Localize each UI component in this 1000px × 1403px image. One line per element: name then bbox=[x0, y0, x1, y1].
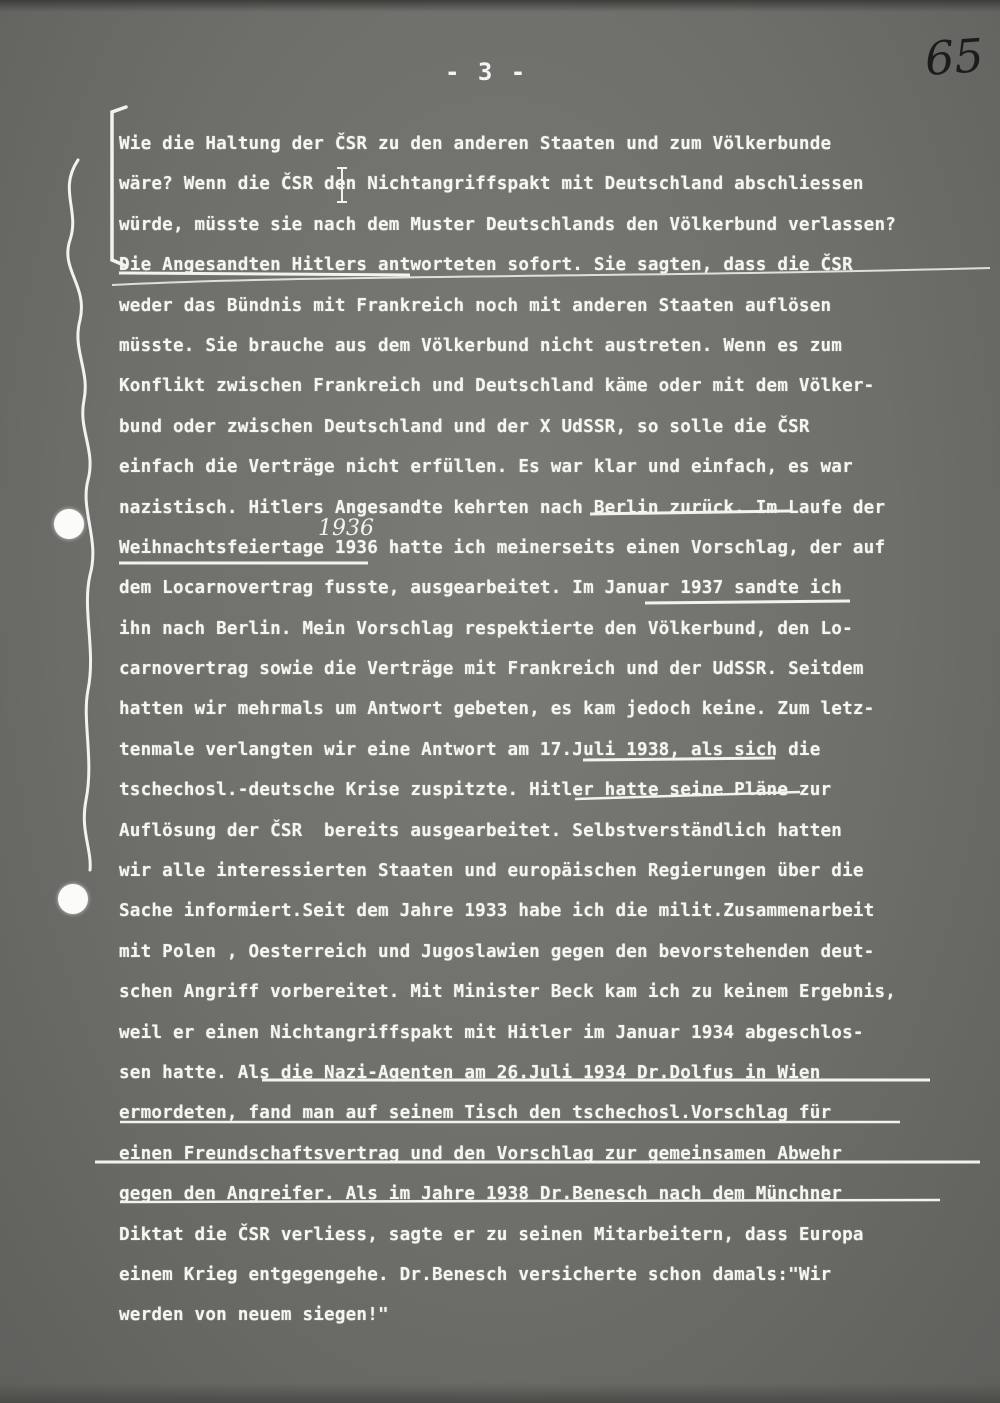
text-line: weder das Bündnis mit Frankreich noch mit anderen Staaten auflösen bbox=[119, 295, 832, 316]
text-line: Wie die Haltung der ČSR zu den anderen Staaten und zum Völkerbunde bbox=[119, 134, 832, 154]
text-line: Auflösung der ČSR bereits ausgearbeitet. Selbstverständlich hatten bbox=[119, 820, 843, 841]
text-line: schen Angriff vorbereitet. Mit Minister Beck kam ich zu keinem Ergebnis, bbox=[119, 982, 897, 1003]
text-line: hatten wir mehrmals um Antwort gebeten, es kam jedoch keine. Zum letz- bbox=[119, 699, 875, 720]
text-line: ihn nach Berlin. Mein Vorschlag respektierte den Völkerbund, den Lo- bbox=[119, 618, 853, 639]
page-number: - 3 - bbox=[445, 58, 528, 86]
punch-hole bbox=[58, 884, 88, 914]
text-line: Sache informiert.Seit dem Jahre 1933 habe ich die milit.Zusammenarbeit bbox=[119, 901, 875, 922]
text-line: werden von neuem siegen!" bbox=[119, 1305, 389, 1326]
text-line: wir alle interessierten Staaten und europäischen Regierungen über die bbox=[119, 861, 864, 882]
text-line: würde, müsste sie nach dem Muster Deutschlands den Völkerbund verlassen? bbox=[119, 214, 897, 235]
text-line: Konflikt zwischen Frankreich und Deutschland käme oder mit dem Völker- bbox=[119, 376, 875, 397]
scan-edge-bottom bbox=[0, 1383, 1000, 1403]
text-line: mit Polen , Oesterreich und Jugoslawien gegen den bevorstehenden deut- bbox=[119, 941, 875, 962]
scan-edge-top bbox=[0, 0, 1000, 12]
text-line: tschechosl.-deutsche Krise zuspitzte. Hitler hatte seine Pläne zur bbox=[119, 780, 832, 801]
handwritten-year: 1936 bbox=[318, 516, 374, 541]
text-line: wäre? Wenn die ČSR den Nichtangriffspakt mit Deutschland abschliessen bbox=[119, 174, 864, 195]
text-line: einem Krieg entgegengehe. Dr.Benesch versicherte schon damals:"Wir bbox=[119, 1264, 832, 1285]
text-line: sen hatte. Als die Nazi-Agenten am 26.Juli 1934 Dr.Dolfus in Wien bbox=[119, 1062, 821, 1083]
text-line: einen Freundschaftsvertrag und den Vorschlag zur gemeinsamen Abwehr bbox=[119, 1143, 843, 1164]
text-line: tenmale verlangten wir eine Antwort am 17.Juli 1938, als sich die bbox=[119, 739, 821, 760]
handwritten-folio-number: 65 bbox=[923, 28, 986, 86]
text-line: gegen den Angreifer. Als im Jahre 1938 Dr.Benesch nach dem Münchner bbox=[119, 1184, 843, 1205]
text-line: Weihnachtsfeiertage 1936 hatte ich meinerseits einen Vorschlag, der auf bbox=[119, 537, 886, 558]
text-line: Die Angesandten Hitlers antworteten sofort. Sie sagten, dass die ČSR bbox=[119, 255, 853, 276]
text-line: ermordeten, fand man auf seinem Tisch den tschechosl.Vorschlag für bbox=[119, 1103, 832, 1124]
text-line: weil er einen Nichtangriffspakt mit Hitler im Januar 1934 abgeschlos- bbox=[119, 1022, 864, 1043]
text-line: einfach die Verträge nicht erfüllen. Es war klar und einfach, es war bbox=[119, 457, 853, 478]
typewritten-body bbox=[119, 129, 999, 1341]
text-line: dem Locarnovertrag fusste, ausgearbeitet. Im Januar 1937 sandte ich bbox=[119, 578, 843, 599]
punch-hole bbox=[54, 509, 84, 539]
text-line: Diktat die ČSR verliess, sagte er zu seinen Mitarbeitern, dass Europa bbox=[119, 1224, 864, 1245]
text-line: nazistisch. Hitlers Angesandte kehrten nach Berlin zurück. Im Laufe der bbox=[119, 497, 886, 518]
text-line: müsste. Sie brauche aus dem Völkerbund nicht austreten. Wenn es zum bbox=[119, 335, 843, 356]
text-line: bund oder zwischen Deutschland und der X UdSSR, so solle die ČSR bbox=[119, 416, 810, 437]
text-line: carnovertrag sowie die Verträge mit Frankreich und der UdSSR. Seitdem bbox=[119, 659, 864, 680]
